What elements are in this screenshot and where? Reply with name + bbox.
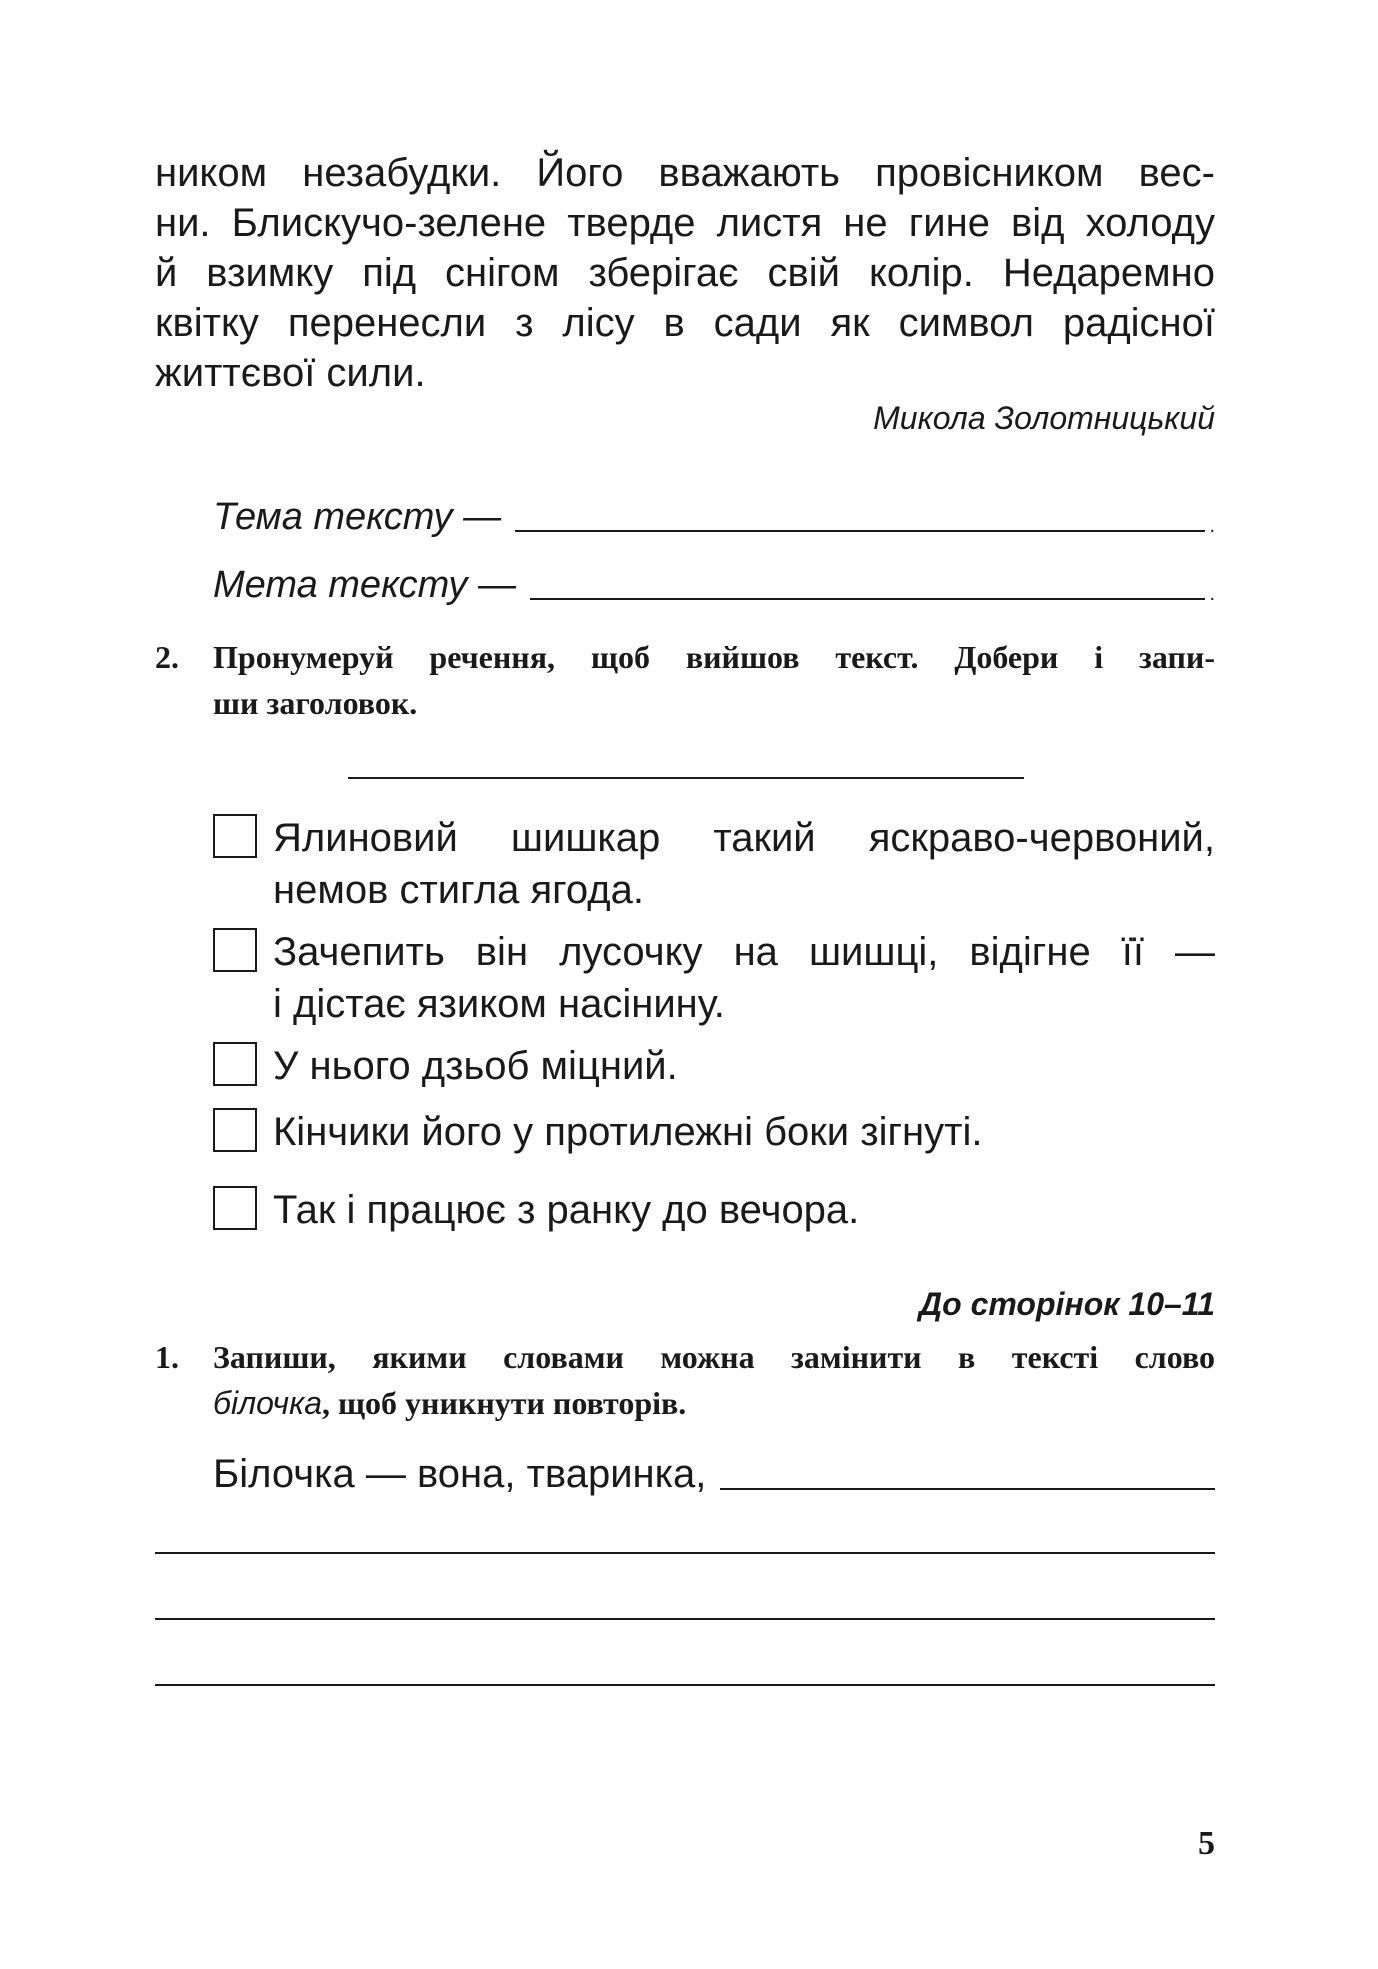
goal-label: Мета тексту — bbox=[213, 564, 516, 606]
sentence-number-box-1[interactable] bbox=[213, 814, 257, 858]
task-1-line-1: Запиши, якими словами можна замінити в тексті слово bbox=[213, 1339, 1215, 1375]
answer-line-1[interactable] bbox=[720, 1487, 1215, 1490]
task-1-number: 1. bbox=[155, 1339, 179, 1375]
goal-end-mark: . bbox=[1209, 583, 1215, 605]
goal-answer-line[interactable] bbox=[530, 597, 1205, 600]
sentence-3-text: У нього дзьоб міцний. bbox=[273, 1044, 678, 1088]
answer-line-3[interactable] bbox=[155, 1618, 1215, 1620]
answer-start-text: Білочка — вона, тваринка, bbox=[213, 1452, 707, 1496]
title-answer-line[interactable] bbox=[348, 777, 1024, 779]
topic-row bbox=[213, 492, 1215, 542]
sentence-5-text: Так і працює з ранку до вечора. bbox=[273, 1188, 860, 1232]
passage-line-5: життєвої сили. bbox=[155, 351, 426, 395]
topic-label: Тема тексту — bbox=[213, 496, 502, 538]
passage-line-4: квітку перенесли з лісу в сади як символ радісної bbox=[155, 301, 1215, 345]
task-2-number: 2. bbox=[155, 639, 179, 675]
sentence-number-box-2[interactable] bbox=[213, 928, 257, 972]
sentence-1-line-1: Ялиновий шишкар такий яскраво-червоний, bbox=[273, 816, 1215, 860]
sentence-number-box-5[interactable] bbox=[213, 1186, 257, 1230]
task-1-line-2 bbox=[213, 1380, 1215, 1426]
passage-author: Микола Золотницький bbox=[873, 400, 1215, 436]
task-2-line-2: ши заголовок. bbox=[213, 685, 418, 721]
passage-line-1: ником незабудки. Його вважають провісником вес- bbox=[155, 151, 1215, 195]
sentence-2-line-2: і дістає язиком насінину. bbox=[273, 982, 725, 1026]
sentence-item-4 bbox=[213, 1106, 1215, 1158]
answer-row bbox=[213, 1448, 1215, 1500]
task-1-line-2-rest: , щоб уникнути повторів. bbox=[321, 1385, 687, 1421]
task-1 bbox=[155, 1334, 1215, 1426]
passage-line-3: й взимку під снігом зберігає свій колір. Недаремно bbox=[155, 251, 1215, 295]
page-number: 5 bbox=[1198, 1825, 1215, 1862]
sentence-item-2 bbox=[213, 926, 1215, 1030]
sentence-item-5 bbox=[213, 1184, 1215, 1236]
section-reference: До сторінок 10–11 bbox=[919, 1286, 1215, 1322]
goal-row bbox=[213, 560, 1215, 610]
sentence-2-line-1: Зачепить він лусочку на шишці, відігне її — bbox=[273, 930, 1215, 974]
sentence-item-1 bbox=[213, 812, 1215, 916]
sentence-number-box-4[interactable] bbox=[213, 1108, 257, 1152]
topic-answer-line[interactable] bbox=[515, 529, 1205, 532]
answer-line-4[interactable] bbox=[155, 1684, 1215, 1686]
answer-line-2[interactable] bbox=[155, 1552, 1215, 1554]
sentence-1-line-2: немов стигла ягода. bbox=[273, 868, 644, 912]
sentence-item-3 bbox=[213, 1040, 1215, 1092]
sentence-4-text: Кінчики його у протилежні боки зігнуті. bbox=[273, 1110, 983, 1154]
topic-end-mark: . bbox=[1209, 515, 1215, 537]
task-2 bbox=[155, 634, 1215, 726]
sentence-number-box-3[interactable] bbox=[213, 1042, 257, 1086]
task-2-line-1: Пронумеруй речення, щоб вийшов текст. Добери і запи- bbox=[213, 639, 1215, 675]
task-1-key-word: білочка bbox=[213, 1385, 322, 1421]
passage-line-2: ни. Блискучо-зелене тверде листя не гине від холоду bbox=[155, 201, 1215, 245]
